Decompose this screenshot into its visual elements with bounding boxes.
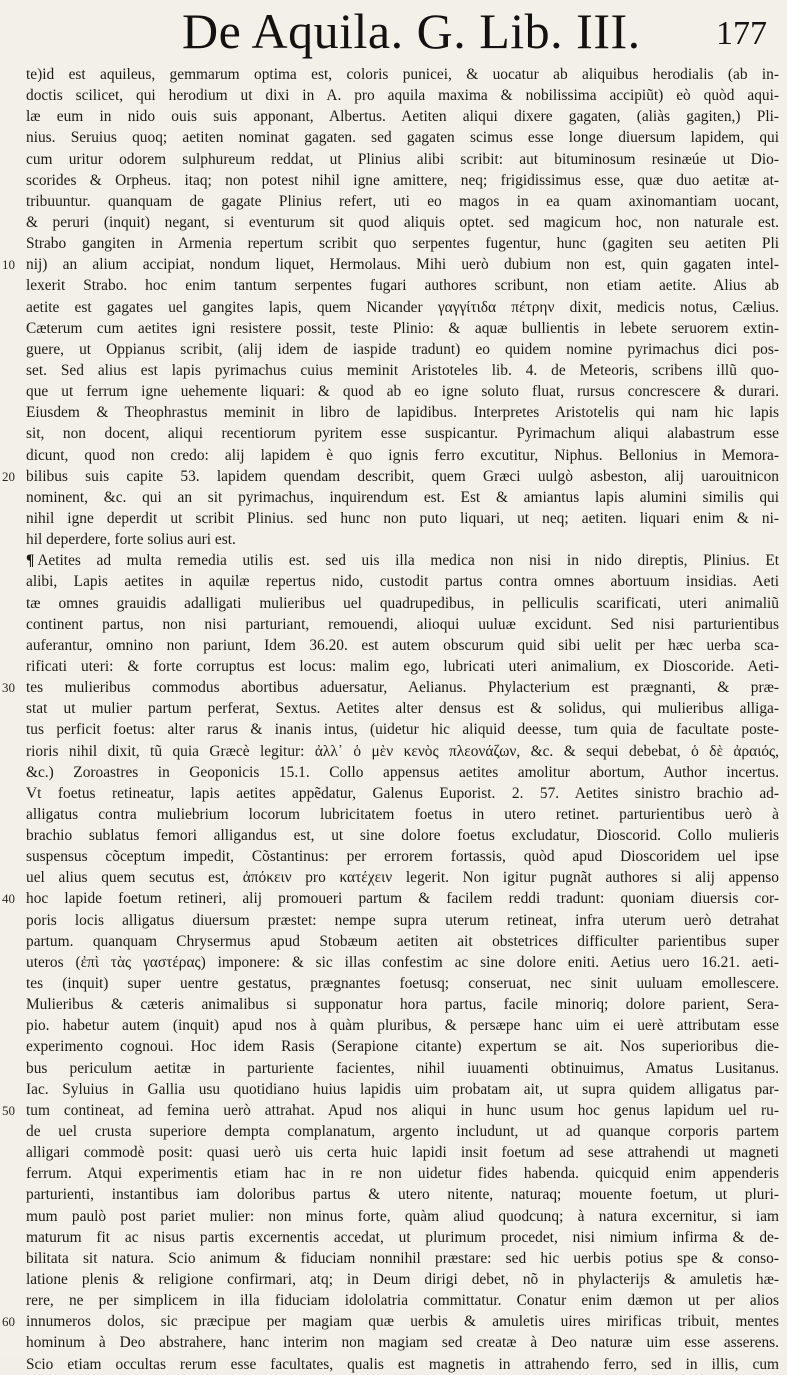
text-line (0, 1311, 787, 1332)
line-text: &c.) Zoroastres in Geoponicis 15.1. Collo appensus aetites amolitur abortum, Author incertus. (26, 763, 779, 781)
line-text: scorides & Orpheus. itaq; non potest nihil igne amittere, neq; frigidissimus esse, quæ duo aetitæ at- (26, 171, 779, 189)
text-line (0, 973, 787, 994)
line-text: hil deperdere, forte solius auri est. (26, 531, 236, 549)
line-text: aetite est gagates uel gangites lapis, quem Nicander γαγγίτιδα πέτρην dixit, medicis notus, Cælius. (26, 298, 779, 316)
line-text: partum. quanquam Chrysermus apud Stobæum aetiten ait obstetrices difficulter parientibus super (26, 932, 779, 950)
text-line (0, 191, 787, 212)
text-line (0, 741, 787, 762)
line-text: innumeros dolos, sic præcipue per magiam quæ uerbis & amuletis uires mirificas tribuit, mentes (26, 1313, 779, 1331)
text-line (0, 656, 787, 677)
line-text: de uel crusta superiore dempta complanatum, argento includunt, ut ad quanque corporis partem (26, 1123, 779, 1141)
running-title: De Aquila. G. Lib. III. (182, 3, 641, 59)
text-line (0, 1206, 787, 1227)
text-line (0, 635, 787, 656)
line-text: rificati uteri: & forte corruptus est locus: malim ego, lubricati uteri animalium, ex Dioscoride. Aeti- (26, 657, 779, 675)
text-line (0, 719, 787, 740)
line-text: rere, ne per simplicem in illa fiduciam idololatria committatur. Conatur enim dæmon ut per alios (26, 1292, 779, 1310)
line-text: suspensus cõceptum impedit, Cõstantinus: per errorem fortassis, quòd apud Dioscoridem uel ipse (26, 848, 779, 866)
text-line (0, 297, 787, 318)
text-line (0, 423, 787, 444)
text-line (0, 127, 787, 148)
line-text: mum paulò post pariet mulier: non minus forte, quàm aliud quodcunq; à natura excernitur, si iam (26, 1207, 779, 1225)
line-text: Strabo gangiten in Armenia repertum scribit quo serpentes fugentur, hunc (gagiten seu aetiten Pli (26, 235, 779, 253)
line-text: latione plenis & religione confirmari, atq; in Deum dirigi debet, nõ in phylacterijs & amuletis hæ- (26, 1271, 779, 1289)
text-line (0, 677, 787, 698)
text-line (0, 318, 787, 339)
text-line (0, 445, 787, 466)
line-text: nius. Seruius quoq; aetiten nominat gagaten. sed gagaten scimus esse longe diuersum lapidem, qui (26, 129, 779, 147)
text-line (0, 825, 787, 846)
line-text: alligari commodè posit: quasi uerò uis certa huic lapidi insit foetum ad sese attrahendi ut magneti (26, 1144, 779, 1162)
line-text: Eiusdem & Theophrastus meminit in libro de lapidibus. Interpretes Aristotelis qui nam hic lapis (26, 404, 779, 422)
text-line (0, 149, 787, 170)
line-text: Cæterum cum aetites igni resistere possit, teste Plinio: & aquæ bullientis in lebete seruorem extin- (26, 319, 779, 337)
line-text: tus perficit foetus: alter rarus & inanis intus, (uidetur hic aliquid deesse, tum quia de facultate poste- (26, 721, 779, 739)
line-text: bilitata sit natura. Scio animum & fiduciam nonnihil præstare: sed hic uerbis potius spe & conso- (26, 1249, 779, 1267)
text-line (0, 1142, 787, 1163)
text-line (0, 487, 787, 508)
line-text: guere, ut Oppianus scribit, (alij idem de iaspide tradunt) eo quidem nomine pyrimachus dici pos- (26, 340, 779, 358)
line-text: tæ omnes grauidis adalligati mulieribus uel quadrupedibus, in pelliculis scarificati, uteri animaliũ (26, 594, 779, 612)
line-text: dicunt, quod non credo: alij lapidem è quo ignis ferro excutitur, Niphus. Bellonius in Memora- (26, 446, 779, 464)
text-line (0, 1058, 787, 1079)
text-line (0, 1269, 787, 1290)
line-text: set. Sed alius est lapis pyrimachus cuius meminit Aristoteles lib. 4. de Meteoris, scribens illũ quo- (26, 361, 779, 379)
text-line (0, 571, 787, 592)
text-line (0, 593, 787, 614)
text-line (0, 212, 787, 233)
text-line (0, 1015, 787, 1036)
line-text: rioris nihil dixit, tũ quia Græcè legitur: ἀλλ᾽ ὁ μὲν κενὸς πλεονάζων, &c. & sequi debebat, ὁ δὲ ἀραιός, (26, 742, 779, 760)
line-text: lexerit Strabo. hoc enim tantum serpentes fugari authores scribunt, non etiam aetite. Alius ab (26, 277, 779, 295)
line-text: Scio etiam occultas rerum esse facultates, qualis est magnetis in attrahendo ferro, sed in illis, cum (26, 1355, 779, 1373)
line-text: tribuuntur. quanquam de gagate Plinius refert, uti eo magos in ea quam axinomantiam uocant, (26, 192, 779, 210)
line-text: te)id est aquileus, gemmarum optima est, coloris punicei, & uocatur ab aliquibus herodialis (ab in- (26, 66, 779, 83)
text-line (0, 402, 787, 423)
line-text: alligatus contra muliebrium locorum lubricitatem foetus in utero retinet. parturientibus uerò à (26, 805, 779, 823)
line-text: nij) an alium accipiat, nondum liquet, Hermolaus. Mihi uerò dubium non est, quin gagaten intel- (26, 256, 779, 274)
text-line (0, 1248, 787, 1269)
line-number: 60 (2, 1314, 15, 1330)
text-line (0, 381, 787, 402)
line-text: poris locis alligatus diuersum præstet: nempe supra uterum retineat, infra uterum uerò detrahat (26, 911, 779, 929)
line-text: doctis scilicet, qui herodium ut dixi in A. pro aquila maxima & nobilissima accipiũt) eò quòd aqui- (26, 87, 779, 105)
line-text: que ut ferrum igne uehemente liquari: & quod ab eo igne soluto fluat, rursus concrescere & durari. (26, 383, 779, 401)
text-line (0, 846, 787, 867)
line-number: 10 (2, 257, 15, 273)
text-line (0, 339, 787, 360)
text-line (0, 466, 787, 487)
text-line (0, 698, 787, 719)
line-text: bilibus suis capite 53. lapidem quendam describit, quem Græci uulgò asbeston, alij uarouitnicon (26, 467, 779, 485)
text-line (0, 233, 787, 254)
text-line (0, 360, 787, 381)
line-text: Iac. Syluius in Gallia usu quotidiano huius lapidis uim probatam ait, ut supra quidem alligatus par- (26, 1080, 779, 1098)
line-text-content: Aetites ad multa remedia utilis est. sed uis illa medica non nisi in nido direptis, Plinius. Et (37, 552, 779, 570)
line-text: tes mulieribus commodus abortibus aduersatur, Aelianus. Phylacterium est prægnanti, & præ- (26, 679, 779, 697)
line-text: hominum à Deo abstrahere, hanc interim non magiam sed creatæ à Deo naturæ uim esse asserens. (26, 1334, 779, 1352)
text-line (0, 1079, 787, 1100)
text-line (0, 1354, 787, 1375)
text-line (0, 1332, 787, 1353)
page-header (0, 2, 787, 60)
line-text: auferantur, omnino non pariunt, Idem 36.20. est autem obscurum quid sibi uelit per hæc uerba sca- (26, 636, 779, 654)
pilcrow-icon: ¶ (26, 552, 35, 570)
line-text: uteros (ἐπὶ τὰς γαστέρας) imponere: & sic illas confestim ac sine dolore eniti. Aetius uero 16.21. aeti- (26, 953, 779, 971)
text-line (0, 64, 787, 85)
line-text: sit, non docent, aliqui recentiorum pyritem esse suspicantur. Pyrimachum aliqui alabastrum esse (26, 425, 779, 443)
line-text: bus periculum aetitæ in parturiente facientes, nihil iuuamenti obtinuimus, Amatus Lusitanus. (26, 1059, 779, 1077)
line-text: tes (inquit) super uentre gestatus, prægnantes foetusq; conseruat, nec sinit uuluam emollescere. (26, 975, 779, 993)
line-text (26, 550, 779, 571)
text-line (0, 85, 787, 106)
line-text: Mulieribus & cæteris animalibus si supponatur hora partus, facile minoriq; dolore parient, Sera- (26, 996, 779, 1014)
text-line (0, 529, 787, 550)
line-text: hoc lapide foetum retineri, alij promoueri partum & facilem reddi tradunt: quoniam diuersis cor- (26, 890, 779, 908)
line-text: ferrum. Atqui experimentis etiam hac in re non uidetur fides habenda. quicquid enim appenderis (26, 1165, 779, 1183)
line-text: maturum fit ac nisus partis excernentis accedat, ut plurimum procedet, nisi nimium infirma & de- (26, 1228, 779, 1246)
line-text: nominent, &c. qui an sit pyrimachus, inquirendum est. Est & amiantus lapis alumini similis qui (26, 488, 779, 506)
line-text: brachio sublatus femori alligandus est, ut sine dolore foetus excludatur, Dioscorid. Collo mulieris (26, 827, 779, 845)
text-line (0, 1100, 787, 1121)
text-line (0, 1163, 787, 1184)
page-number: 177 (716, 15, 767, 52)
text-line (0, 254, 787, 275)
line-text: parturienti, instantibus iam doloribus partus & utero nitente, naturaq; mouente foetum, ut pluri- (26, 1186, 779, 1204)
text-line (0, 762, 787, 783)
line-text: uel alius quem secutus est, ἀπόκειν pro κατέχειν legerit. Non igitur pugnãt authores si alij appenso (26, 869, 779, 887)
text-line (0, 1036, 787, 1057)
body-text (0, 64, 787, 1375)
line-text: alibi, Lapis aetites in aquilæ repertus nido, custodit partus contra omnes abortuum insidias. Aeti (26, 573, 779, 591)
line-number: 30 (2, 680, 15, 696)
text-line (0, 867, 787, 888)
line-text: cum uritur odorem sulphureum reddat, ut Plinius alibi scribit: aut bituminosum resinæúe ut Dio- (26, 150, 779, 168)
line-text: pio. habetur autem (inquit) apud nos à quàm pluribus, & persæpe hanc uim ei uerè attributam esse (26, 1017, 779, 1035)
text-line (0, 1121, 787, 1142)
line-text: nihil igne deperdit ut scribit Plinius. sed hunc non puto liquari, ut neq; aetiten. liquari enim & ni- (26, 509, 779, 527)
text-line (0, 952, 787, 973)
line-text: stat ut mulier partum perferat, Sextus. Aetites alter densus est & solidus, qui mulieribus alliga- (26, 700, 779, 718)
text-line (0, 910, 787, 931)
text-line (0, 170, 787, 191)
text-line (0, 275, 787, 296)
text-line (0, 1227, 787, 1248)
line-text: Vt foetus retineatur, lapis aetites appẽdatur, Galenus Euporist. 2. 57. Aetites sinistro brachio ad- (26, 784, 779, 802)
line-text: & peruri (inquit) negant, si eventurum sit quod aliquis optet. sed magicum hoc, non naturale est. (26, 213, 779, 231)
text-line (0, 994, 787, 1015)
text-line (0, 888, 787, 909)
text-line (0, 1290, 787, 1311)
line-text: tum contineat, ad femina uerò attrahat. Apud nos aliqui in hunc usum hoc genus lapidum uel ru- (26, 1101, 779, 1119)
text-line (0, 106, 787, 127)
text-line (0, 614, 787, 635)
text-line (0, 783, 787, 804)
text-line (0, 1184, 787, 1205)
line-number: 20 (2, 468, 15, 484)
line-number: 50 (2, 1102, 15, 1118)
text-line (0, 550, 787, 571)
text-line (0, 804, 787, 825)
line-number: 40 (2, 891, 15, 907)
line-text: experimento cognoui. Hoc idem Rasis (Serapione citante) expertum se ait. Nos superioribus die- (26, 1038, 779, 1056)
line-text: continent partus, non nisi parturiant, remouendi, alioqui uuluæ excidunt. Sed nisi parturientibus (26, 615, 779, 633)
line-text: læ eum in nido ouis suis apponant, Albertus. Aetiten aliqui dixere gagaten, (aliàs gagiten,) Pli- (26, 108, 779, 126)
text-line (0, 931, 787, 952)
text-line (0, 508, 787, 529)
